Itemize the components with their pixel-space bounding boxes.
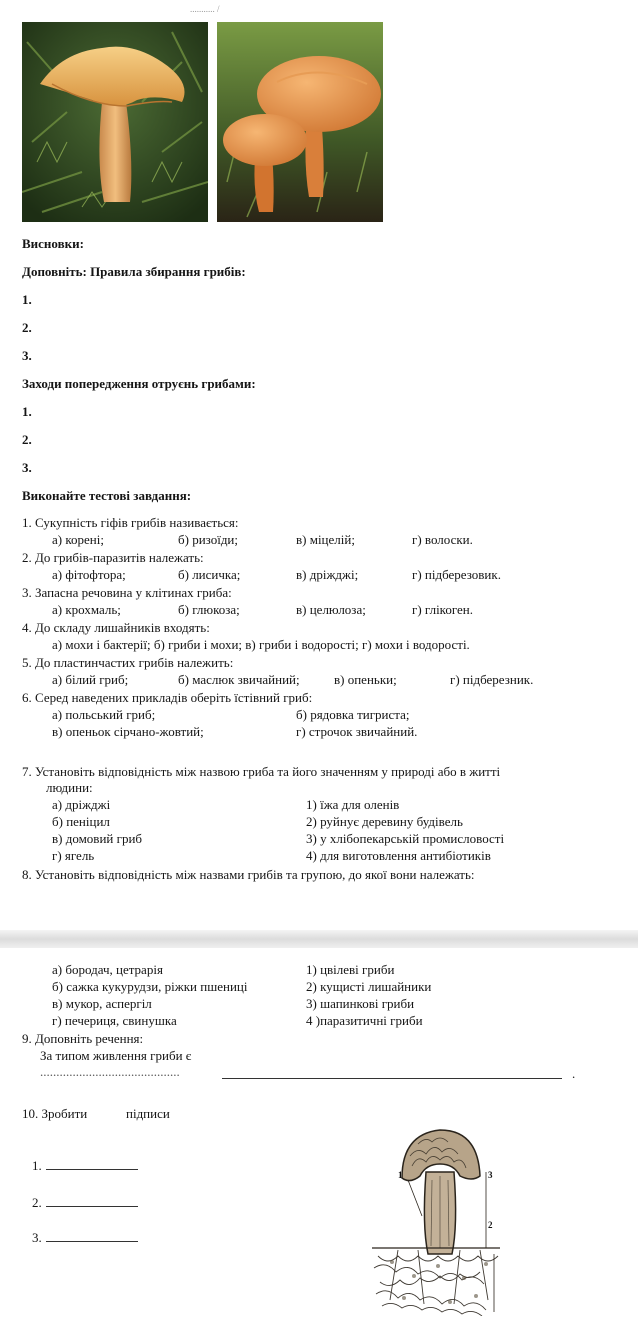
q7-right-3: 3) у хлібопекарській промисловості <box>306 831 505 846</box>
q5-option-c: в) опеньки; <box>334 672 397 687</box>
question-3: 3. Запасна речовина у клітинах гриба: <box>22 585 232 600</box>
question-9: 9. Доповніть речення: <box>22 1031 144 1046</box>
q7-right-4: 4) для виготовлення антибіотиків <box>306 848 491 863</box>
mushroom-diagram <box>368 1116 504 1316</box>
prevention-item-2: 2. <box>22 432 32 447</box>
orange-mushrooms-photo <box>217 22 383 222</box>
q3-option-a: а) крохмаль; <box>52 602 121 617</box>
q9-sentence: За типом живлення гриби є <box>40 1048 192 1063</box>
question-2: 2. До грибів-паразитів належать: <box>22 550 204 565</box>
q3-option-d: г) глікоген. <box>412 602 473 617</box>
rules-item-3: 3. <box>22 348 32 363</box>
q2-option-b: б) лисичка; <box>178 567 241 582</box>
label-1 <box>32 1158 138 1174</box>
chanterelle-photo <box>22 22 208 222</box>
prevention-item-1: 1. <box>22 404 32 419</box>
q5-option-b: б) маслюк звичайний; <box>178 672 300 687</box>
q7-left-b: б) пеніцил <box>52 814 110 829</box>
q3-option-b: б) глюкоза; <box>178 602 240 617</box>
q8-right-1: 1) цвілеві гриби <box>306 962 395 977</box>
q5-option-a: а) білий гриб; <box>52 672 129 687</box>
q3-option-c: в) целюлоза; <box>296 602 366 617</box>
q7-right-2: 2) руйнує деревину будівель <box>306 814 463 829</box>
q2-option-c: в) дріжджі; <box>296 567 359 582</box>
question-4: 4. До складу лишайників входять: <box>22 620 210 635</box>
q7-left-d: г) ягель <box>52 848 95 863</box>
q9-end: . <box>572 1066 576 1081</box>
diagram-label-2: 2 <box>488 1220 493 1230</box>
diagram-label-3: 3 <box>488 1170 493 1180</box>
q6-option-b: б) рядовка тигриста; <box>296 707 410 722</box>
label-1-number: 1. <box>32 1158 42 1173</box>
q7-left-c: в) домовий гриб <box>52 831 143 846</box>
label-3 <box>32 1230 138 1246</box>
test-heading: Виконайте тестові завдання: <box>22 488 192 503</box>
question-7: 7. Установіть відповідність між назвою гриба та його значенням у природі або в житті <box>22 764 501 779</box>
rules-item-2: 2. <box>22 320 32 335</box>
prevention-heading: Заходи попередження отруєнь грибами: <box>22 376 256 391</box>
question-10: 10. Зробити <box>22 1106 88 1121</box>
q9-dots: ........................................... <box>40 1064 180 1079</box>
q4-options: а) мохи і бактерії; б) гриби і мохи; в) гриби і водорості; г) мохи і водорості. <box>52 637 470 652</box>
q2-option-a: а) фітофтора; <box>52 567 126 582</box>
q6-option-d: г) строчок звичайний. <box>296 724 418 739</box>
q8-left-d: г) печериця, свинушка <box>52 1013 177 1028</box>
q6-option-c: в) опеньок сірчано-жовтий; <box>52 724 204 739</box>
q7-right-1: 1) їжа для оленів <box>306 797 400 812</box>
q8-left-a: а) бородач, цетрарія <box>52 962 163 977</box>
question-6: 6. Серед наведених прикладів оберіть їстівний гриб: <box>22 690 313 705</box>
q8-right-4: 4 )паразитичні гриби <box>306 1013 423 1028</box>
q8-left-c: в) мукор, аспергіл <box>52 996 152 1011</box>
q1-option-a: а) корені; <box>52 532 104 547</box>
q8-left-b: б) сажка кукурудзи, ріжки пшениці <box>52 979 248 994</box>
label-2 <box>32 1195 138 1211</box>
page-separator <box>0 930 638 948</box>
label-2-blank[interactable] <box>46 1205 138 1207</box>
label-1-blank[interactable] <box>46 1168 138 1170</box>
q7-left-a: а) дріжджі <box>52 797 111 812</box>
question-10-b: підписи <box>126 1106 170 1121</box>
q1-option-d: г) волоски. <box>412 532 473 547</box>
label-2-number: 2. <box>32 1195 42 1210</box>
q5-option-d: г) підберезник. <box>450 672 534 687</box>
question-8: 8. Установіть відповідність між назвами грибів та групою, до якої вони належать: <box>22 867 475 882</box>
question-7-cont: людини: <box>46 780 93 795</box>
prevention-item-3: 3. <box>22 460 32 475</box>
rules-item-1: 1. <box>22 292 32 307</box>
q1-option-c: в) міцелій; <box>296 532 355 547</box>
diagram-label-1: 1 <box>398 1170 403 1180</box>
q8-right-2: 2) кущисті лишайники <box>306 979 432 994</box>
label-3-blank[interactable] <box>46 1240 138 1242</box>
question-5: 5. До пластинчастих грибів належить: <box>22 655 234 670</box>
q9-answer-line <box>222 1078 562 1079</box>
worksheet-page-2 <box>0 948 638 1320</box>
conclusions-heading: Висновки: <box>22 236 84 251</box>
q8-right-3: 3) шапинкові гриби <box>306 996 415 1011</box>
q6-option-a: а) польський гриб; <box>52 707 156 722</box>
rules-heading: Доповніть: Правила збирання грибів: <box>22 264 246 279</box>
question-1: 1. Сукупність гіфів грибів називається: <box>22 515 239 530</box>
label-3-number: 3. <box>32 1230 42 1245</box>
q2-option-d: г) підберезовик. <box>412 567 501 582</box>
top-stub: ........... / <box>190 4 220 14</box>
q1-option-b: б) ризоїди; <box>178 532 239 547</box>
